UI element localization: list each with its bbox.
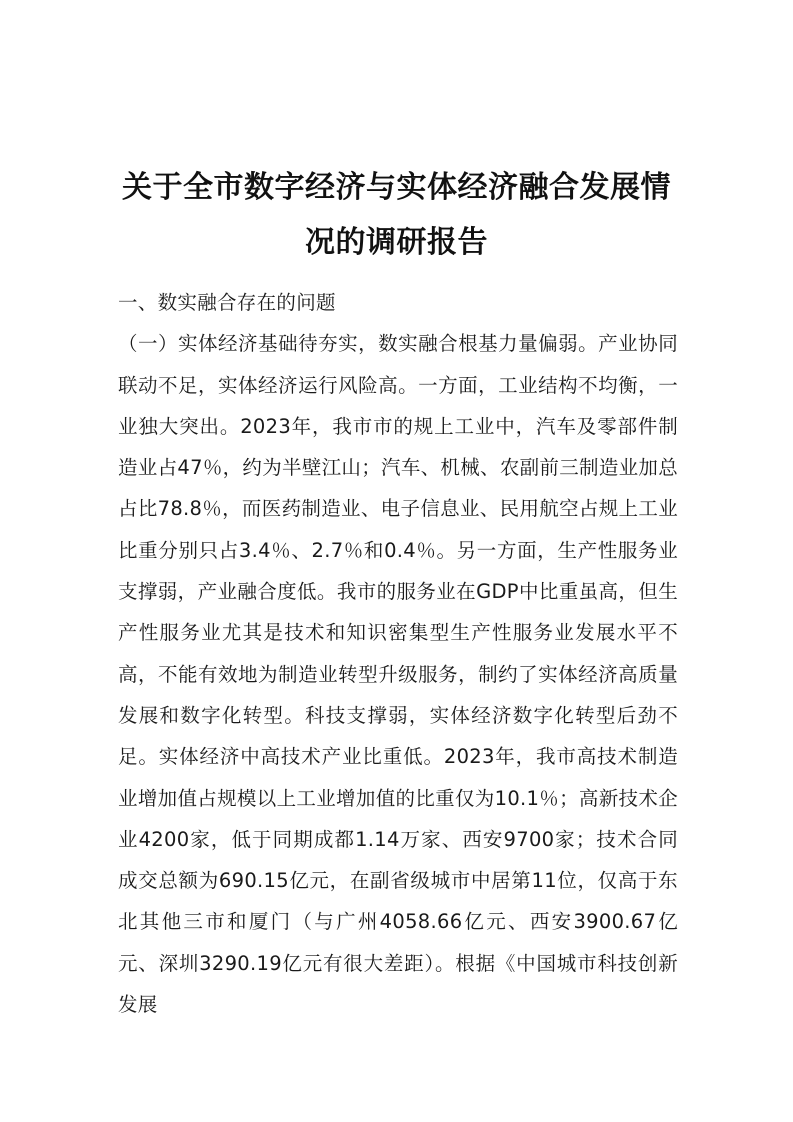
document-body [118, 282, 678, 1025]
section-heading: 一、数实融合存在的问题 [118, 291, 336, 314]
document-title: 关于全市数字经济与实体经济融合发展情况的调研报告 [122, 170, 671, 260]
body-paragraph: （一）实体经济基础待夯实，数实融合根基力量偏弱。产业协同联动不足，实体经济运行风险高。一方面，工业结构不均衡，一业独大突出。2023年，我市市的规上工业中，汽车及零部件制造业占47％，约为半壁江山；汽车、机械、农副前三制造业加总占比78.8％，而医药制造业、电子信息业、民用航空占规上工业比重分别只占3.4％、2.7％和0.4％。另一方面，生产性服务业支撑弱，产业融合度低。我市的服务业在GDP中比重虽高，但生产性服务业尤其是技术和知识密集型生产性服务业发展水平不高，不能有效地为制造业转型升级服务，制约了实体经济高质量发展和数字化转型。科技支撑弱，实体经济数字化转型后劲不足。实体经济中高技术产业比重低。2023年，我市高技术制造业增加值占规模以上工业增加值的比重仅为10.1％；高新技术企业4200家，低于同期成都1.14万家、西安9700家；技术合同成交总额为690.15亿元，在副省级城市中居第11位，仅高于东北其他三市和厦门（与广州4058.66亿元、西安3900.67亿元、深圳3290.19亿元有很大差距）。根据《中国城市科技创新发展 [118, 332, 679, 1017]
